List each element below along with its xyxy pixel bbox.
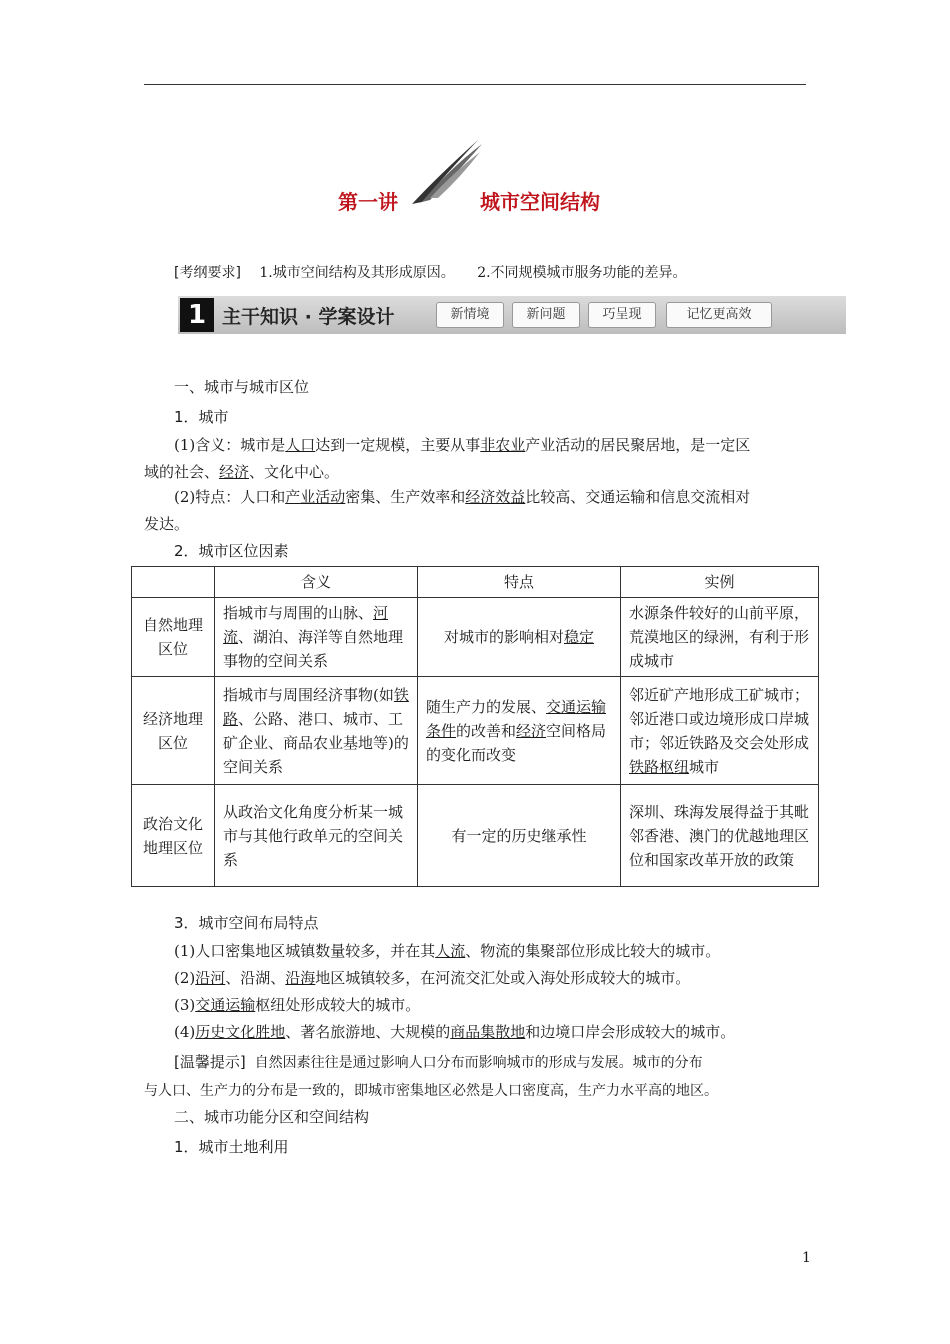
banner-title: 主干知识 · 学案设计 [222, 306, 395, 328]
tip-tag: [温馨提示] [174, 1053, 246, 1071]
paragraph-features: (2)特点：人口和产业活动密集、生产效率和经济效益比较高、交通运输和信息交流相对 发达。 [144, 488, 751, 533]
chapter-number: 第一讲 [338, 190, 398, 214]
subsection-1-3: 3．城市空间布局特点 [174, 914, 319, 932]
list-item: (3)交通运输枢纽处形成较大的城市。 [174, 996, 421, 1014]
location-factors-table [131, 566, 819, 887]
swoosh-logo [408, 136, 484, 208]
layout-list [144, 938, 810, 1046]
list-item: (2)沿河、沿湖、沿海地区城镇较多，在河流交汇处或入海处形成较大的城市。 [174, 969, 691, 987]
tab-new-context: 新情境 [436, 302, 504, 328]
table-row: 经济地理区位 指城市与周围经济事物(如铁路、公路、港口、城市、工矿企业、商品农业基地等)的空间关系 随生产力的发展、交通运输条件的改善和经济空间格局的变化而改变 邻近矿产地形成工矿城市；邻近港口或边境形成口岸城市；邻近铁路及交会处形成铁路枢纽城市 [132, 677, 819, 785]
banner-number: 1 [180, 298, 214, 332]
header-rule [144, 84, 806, 85]
tab-smart-present: 巧呈现 [588, 302, 656, 328]
requirement [174, 262, 687, 282]
section-2-heading: 二、城市功能分区和空间结构 [174, 1108, 370, 1126]
header-example: 实例 [621, 567, 819, 598]
table-row: 自然地理区位 指城市与周围的山脉、河流、湖泊、海洋等自然地理事物的空间关系 对城市的影响相对稳定 水源条件较好的山前平原，荒漠地区的绿洲，有利于形成城市 [132, 598, 819, 677]
header-feature: 特点 [418, 567, 621, 598]
requirement-tag: [考纲要求] [174, 265, 241, 281]
table-header-row [132, 567, 819, 598]
requirement-item-2: 2.不同规模城市服务功能的差异。 [477, 265, 687, 281]
paragraph-definition: (1)含义：城市是人口达到一定规模，主要从事非农业产业活动的居民聚居地，是一定区 域的社会、经济、文化中心。 [144, 436, 751, 481]
tab-new-question: 新问题 [512, 302, 580, 328]
warm-tip: [温馨提示] 自然因素往往是通过影响人口分布而影响城市的形成与发展。城市的分布 与人口、生产力的分布是一致的，即城市密集地区必然是人口密度高，生产力水平高的地区。 [144, 1053, 718, 1099]
subsection-1-1: 1．城市 [174, 408, 229, 426]
table-row: 政治文化地理区位 从政治文化角度分析某一城市与其他行政单元的空间关系 有一定的历史继承性 深圳、珠海发展得益于其毗邻香港、澳门的优越地理区位和国家改革开放的政策 [132, 785, 819, 887]
section-1-heading: 一、城市与城市区位 [174, 378, 310, 396]
requirement-item-1: 1.城市空间结构及其形成原因。 [259, 265, 455, 281]
section-banner [178, 296, 846, 334]
list-item: (1)人口密集地区城镇数量较多，并在其人流、物流的集聚部位形成比较大的城市。 [174, 942, 721, 960]
list-item: (4)历史文化胜地、著名旅游地、大规模的商品集散地和边境口岸会形成较大的城市。 [174, 1023, 736, 1041]
tab-efficient-memory: 记忆更高效 [666, 302, 772, 328]
page-number: 1 [802, 1250, 811, 1266]
subsection-2-1: 1．城市土地利用 [174, 1138, 289, 1156]
subsection-1-2: 2．城市区位因素 [174, 542, 289, 560]
chapter-title: 城市空间结构 [480, 190, 600, 214]
header-meaning: 含义 [215, 567, 418, 598]
